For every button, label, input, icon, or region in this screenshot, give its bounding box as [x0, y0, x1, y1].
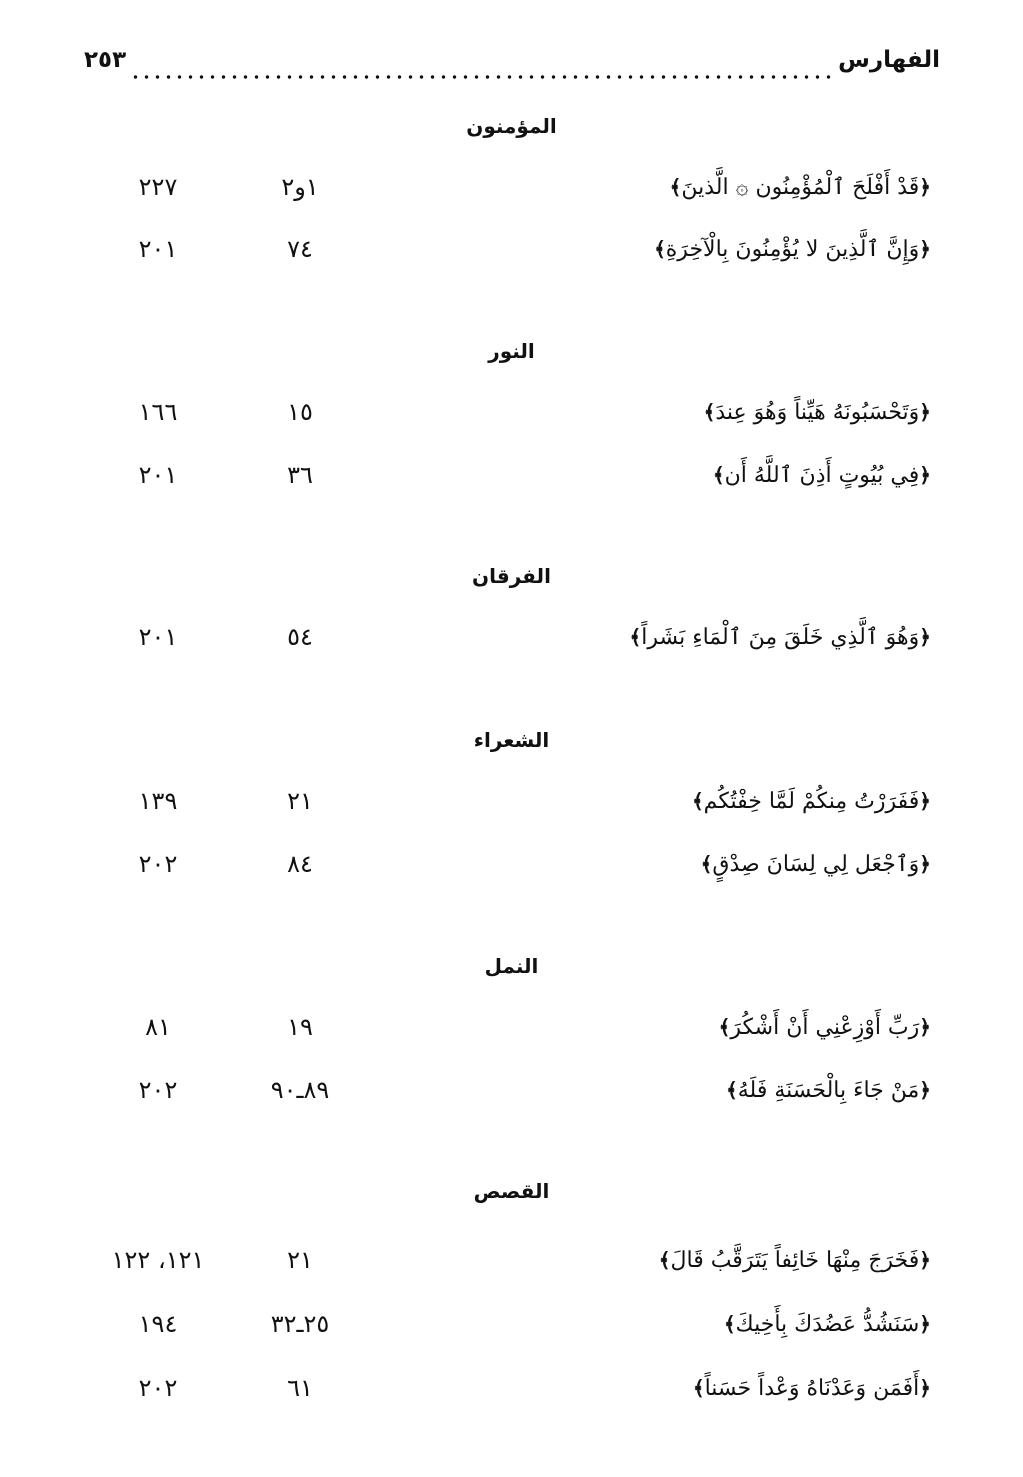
ayah-number: ٢٥ـ٣٢: [270, 1310, 330, 1338]
verse-text: ﴿وَٱجْعَل لِي لِسَانَ صِدْقٍ﴾: [700, 852, 931, 877]
ayah-number: ٣٦: [287, 461, 313, 489]
index-entry: [0, 389, 1023, 435]
index-entry: [0, 1004, 1023, 1050]
verse-quote: أَفَمَن وَعَدْنَاهُ وَعْداً حَسَناً: [704, 1376, 920, 1401]
leader-dots: [130, 58, 834, 80]
index-entry: [0, 452, 1023, 498]
page-reference: ٨١: [145, 1013, 171, 1041]
verse-quote: وَهُوَ ٱلَّذِي خَلَقَ مِنَ ٱلْمَاءِ بَشَراً: [641, 625, 920, 650]
page-reference: ١٢١، ١٢٢: [111, 1246, 205, 1274]
verse-quote: فَخَرَجَ مِنْهَا خَائِفاً يَتَرَقَّبُ قَالَ: [670, 1248, 920, 1273]
page-reference: ٢٢٧: [138, 173, 178, 201]
ayah-number: ٢١: [287, 1246, 313, 1274]
verse-text: ﴿وَهُوَ ٱلَّذِي خَلَقَ مِنَ ٱلْمَاءِ بَشَراً﴾: [629, 625, 931, 650]
index-entry: [0, 778, 1023, 824]
index-entry: [0, 1237, 1023, 1283]
verse-text: ﴿سَنَشُدُّ عَضُدَكَ بِأَخِيكَ﴾: [723, 1312, 931, 1337]
verse-text: ﴿فَخَرَجَ مِنْهَا خَائِفاً يَتَرَقَّبُ قَالَ﴾: [658, 1248, 931, 1273]
page-reference: ٢٠١: [138, 623, 178, 651]
ayah-number: ٧٤: [287, 235, 313, 263]
surah-title: النمل: [484, 954, 539, 978]
index-entry: [0, 164, 1023, 210]
verse-text: ﴿أَفَمَن وَعَدْنَاهُ وَعْداً حَسَناً﴾: [692, 1376, 931, 1401]
index-entry: [0, 226, 1023, 272]
verse-text: ﴿رَبِّ أَوْزِعْنِي أَنْ أَشْكُرَ﴾: [718, 1015, 931, 1040]
page-reference: ١٣٩: [138, 787, 178, 815]
ayah-number: ١٩: [287, 1013, 313, 1041]
verse-quote: فِي بُيُوتٍ أَذِنَ ٱللَّهُ أَن: [724, 463, 920, 488]
page-reference: ٢٠٢: [138, 1374, 178, 1402]
verse-text: ﴿فِي بُيُوتٍ أَذِنَ ٱللَّهُ أَن﴾: [712, 463, 931, 488]
surah-title: المؤمنون: [466, 114, 557, 138]
verse-quote: سَنَشُدُّ عَضُدَكَ بِأَخِيكَ: [735, 1312, 920, 1337]
header-title: الفهارس: [838, 47, 940, 73]
surah-title: الشعراء: [473, 728, 550, 752]
ayah-number: ١و٢: [281, 173, 319, 201]
ayah-number: ٥٤: [287, 623, 313, 651]
page-reference: ١٩٤: [138, 1310, 178, 1338]
surah-title: القصص: [473, 1179, 550, 1203]
verse-quote: فَفَرَرْتُ مِنكُمْ لَمَّا خِفْتُكُم: [703, 789, 920, 814]
surah-title: النور: [488, 339, 535, 363]
page-reference: ٢٠١: [138, 461, 178, 489]
running-header: [84, 40, 940, 80]
verse-quote: قَدْ أَفْلَحَ ٱلْمُؤْمِنُون ۞ الَّذينَ: [681, 175, 920, 200]
page-reference: ٢٠٢: [138, 850, 178, 878]
ayah-number: ٦١: [287, 1374, 313, 1402]
page-reference: ١٦٦: [138, 398, 178, 426]
verse-text: ﴿فَفَرَرْتُ مِنكُمْ لَمَّا خِفْتُكُم﴾: [691, 789, 931, 814]
verse-text: ﴿وَإِنَّ ٱلَّذِينَ لا يُؤْمِنُونَ بِالْآخِرَةِ﴾: [654, 237, 931, 262]
verse-quote: مَنْ جَاءَ بِالْحَسَنَةِ فَلَهُ: [737, 1078, 920, 1103]
index-entry: [0, 841, 1023, 887]
verse-quote: وَإِنَّ ٱلَّذِينَ لا يُؤْمِنُونَ بِالْآخِرَةِ: [665, 237, 920, 262]
ayah-number: ٨٤: [287, 850, 313, 878]
index-entry: [0, 1301, 1023, 1347]
page-reference: ٢٠٢: [138, 1076, 178, 1104]
verse-text: ﴿مَنْ جَاءَ بِالْحَسَنَةِ فَلَهُ﴾: [726, 1078, 931, 1103]
ayah-number: ٢١: [287, 787, 313, 815]
ayah-number: ١٥: [287, 398, 313, 426]
page-reference: ٢٠١: [138, 235, 178, 263]
page-number: ٢٥٣: [84, 47, 127, 73]
ayah-number: ٨٩ـ٩٠: [270, 1076, 330, 1104]
verse-quote: وَٱجْعَل لِي لِسَانَ صِدْقٍ: [712, 852, 920, 877]
verse-quote: وَتَحْسَبُونَهُ هَيِّناً وَهُوَ عِندَ: [715, 400, 920, 425]
verse-quote: رَبِّ أَوْزِعْنِي أَنْ أَشْكُرَ: [730, 1015, 920, 1040]
index-entry: [0, 1365, 1023, 1411]
index-entry: [0, 1067, 1023, 1113]
surah-title: الفرقان: [472, 564, 551, 588]
verse-text: ﴿وَتَحْسَبُونَهُ هَيِّناً وَهُوَ عِندَ﴾: [703, 400, 931, 425]
index-entry: [0, 614, 1023, 660]
verse-text: ﴿قَدْ أَفْلَحَ ٱلْمُؤْمِنُون ۞ الَّذينَ﴾: [669, 175, 931, 200]
